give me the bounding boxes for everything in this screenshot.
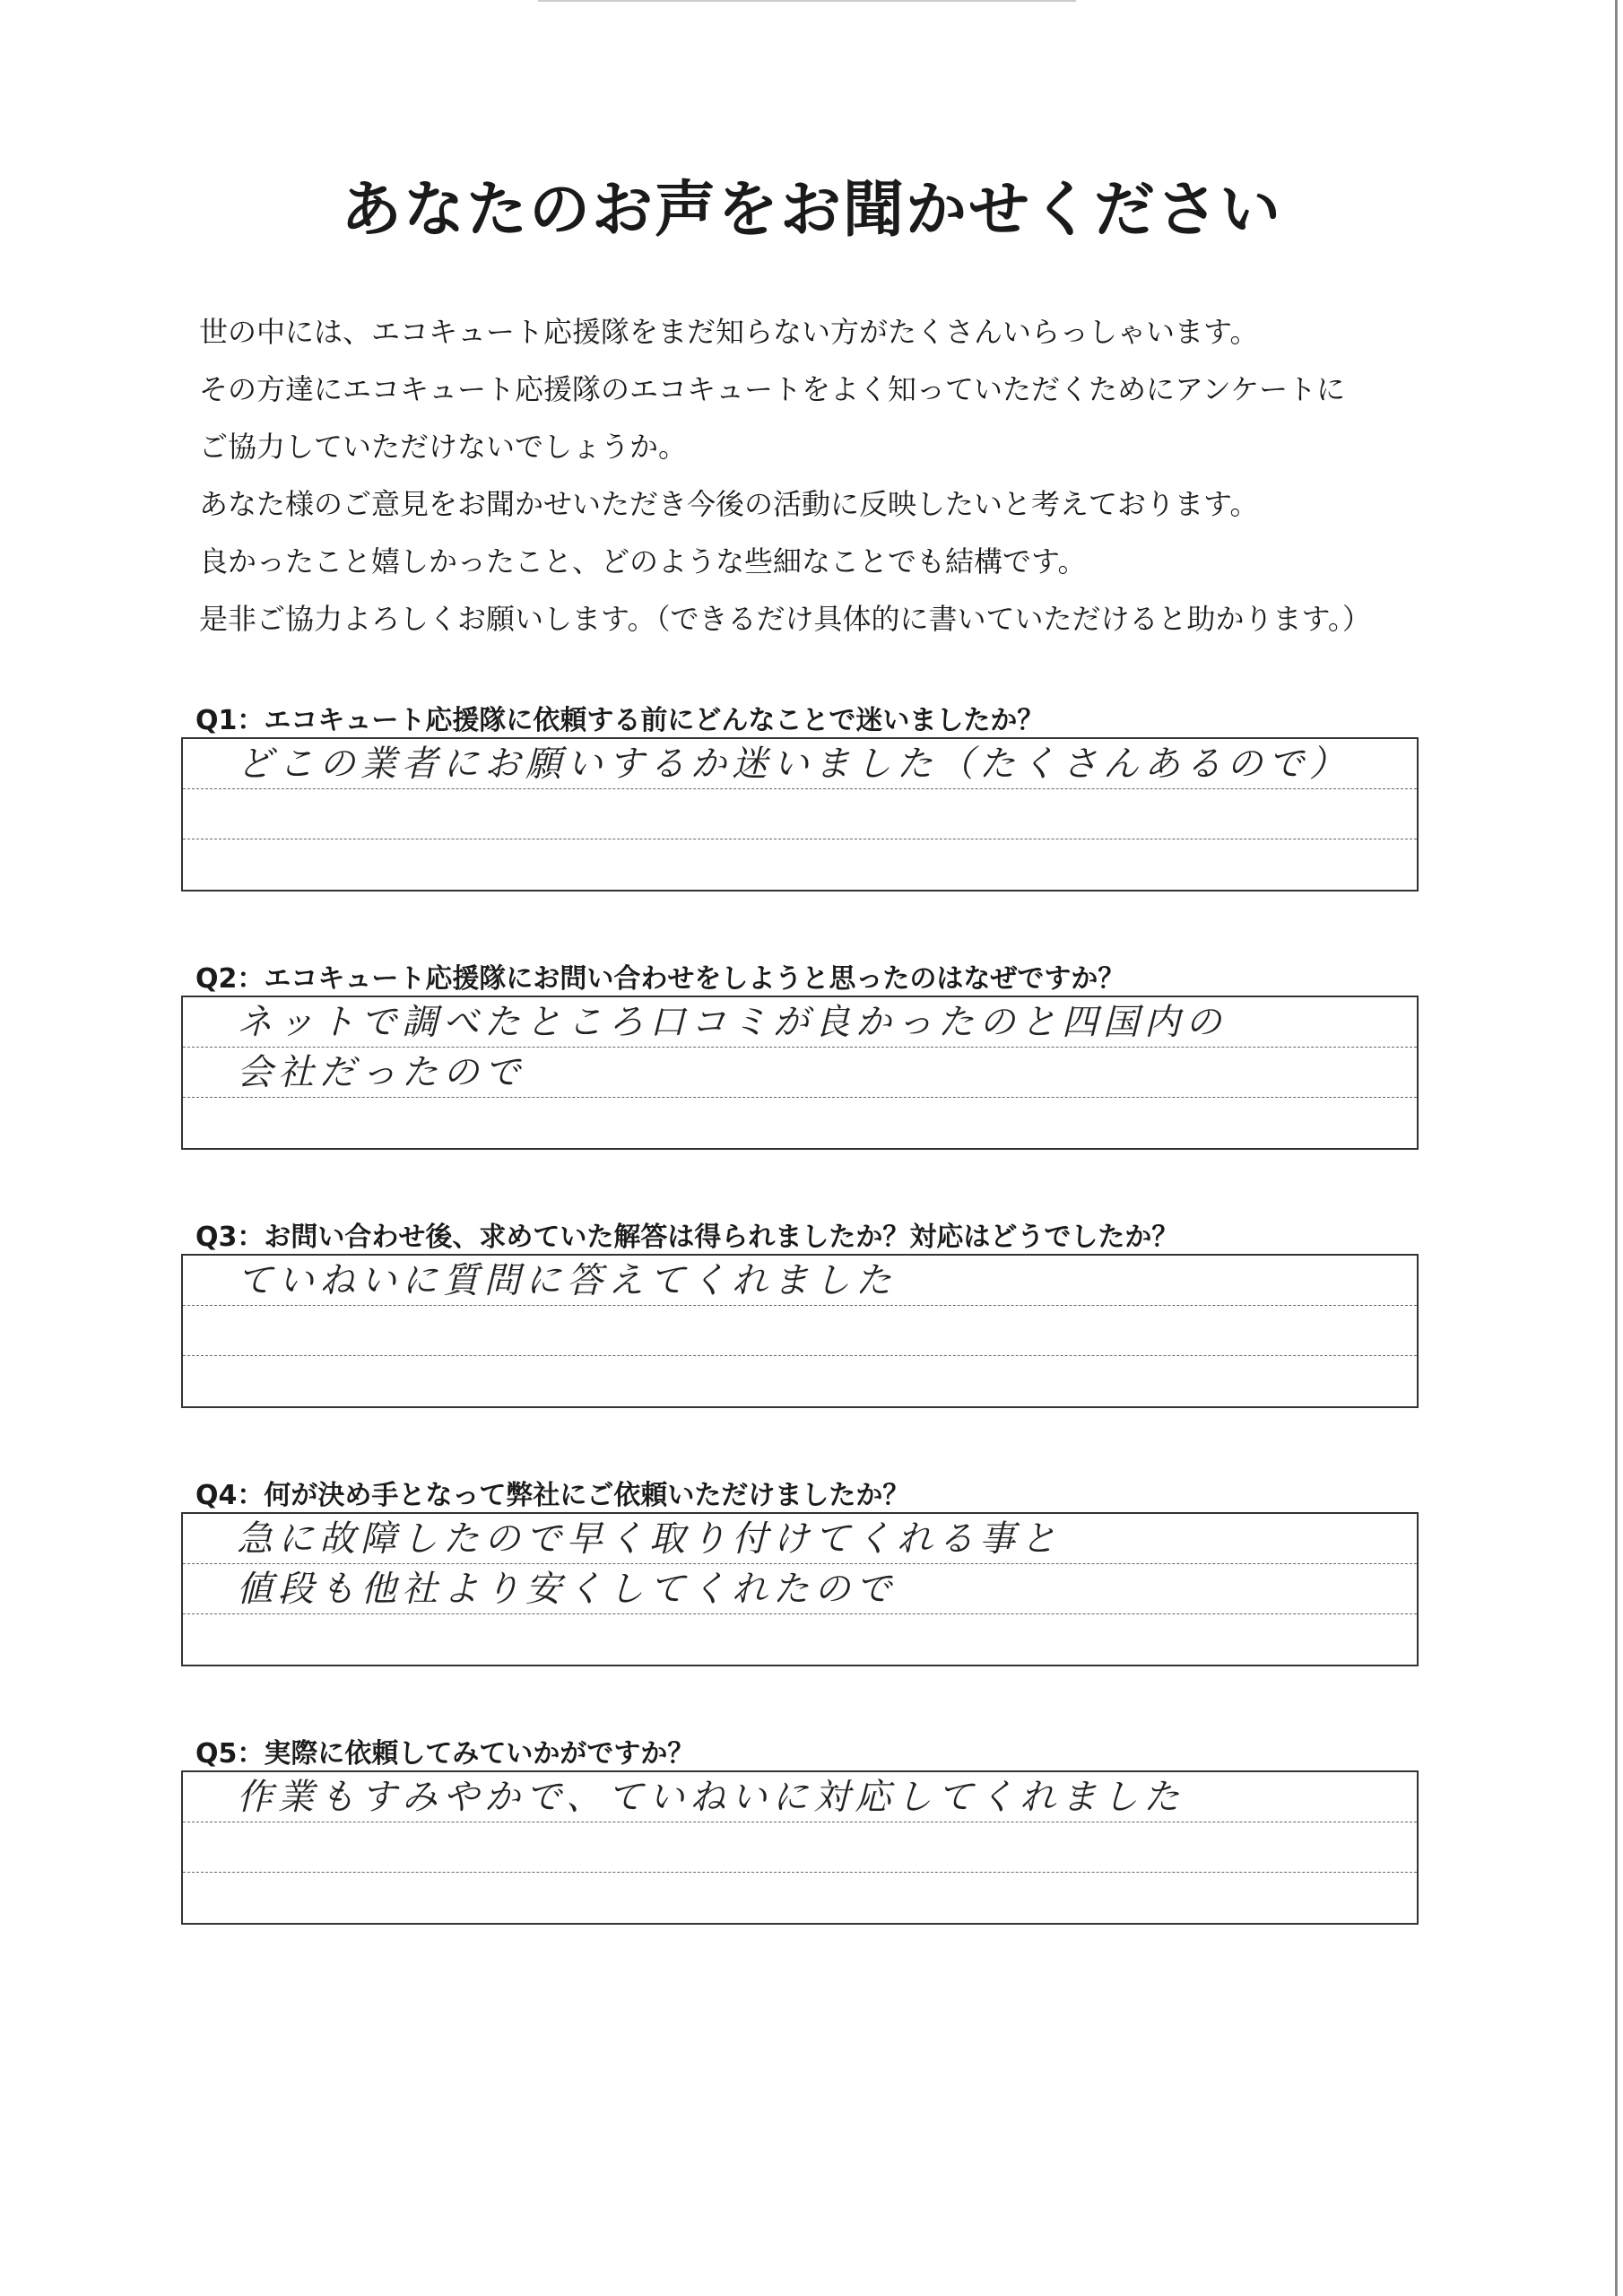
handwritten-answer: 急に故障したので早く取り付けてくれる事と xyxy=(237,1518,1062,1560)
intro-line: 良かったこと嬉しかったこと、どのような些細なことでも結構です。 xyxy=(199,544,1087,578)
answer-line xyxy=(183,1564,1417,1614)
intro-line: 是非ご協力よろしくお願いします。（できるだけ具体的に書いていただけると助かります。） xyxy=(199,602,1371,636)
intro-line: 世の中には、エコキュート応援隊をまだ知らない方がたくさんいらっしゃいます。 xyxy=(199,315,1259,349)
answer-line xyxy=(183,1098,1417,1148)
question-5-answer-box xyxy=(181,1770,1419,1925)
question-1-answer-box xyxy=(181,737,1419,891)
answer-line xyxy=(183,839,1417,890)
intro-line: あなた様のご意見をお聞かせいただき今後の活動に反映したいと考えております。 xyxy=(199,487,1259,521)
answer-line xyxy=(183,1614,1417,1665)
answer-line xyxy=(183,997,1417,1048)
answer-line xyxy=(183,1514,1417,1564)
answer-line xyxy=(183,1306,1417,1356)
question-4-answer-box xyxy=(181,1512,1419,1666)
answer-line xyxy=(183,789,1417,839)
answer-line xyxy=(183,1356,1417,1406)
answer-line xyxy=(183,1772,1417,1822)
question-5-label: Q5：実際に依頼してみていかがですか？ xyxy=(195,1738,695,1770)
question-2-answer-box xyxy=(181,996,1419,1150)
handwritten-answer: 値段も他社より安くしてくれたので xyxy=(237,1569,897,1610)
handwritten-answer: ネットで調べたところ口コミが良かったのと四国内の xyxy=(237,1002,1227,1043)
intro-text xyxy=(199,303,1454,648)
answer-line xyxy=(183,1048,1417,1098)
intro-line: その方達にエコキュート応援隊のエコキュートをよく知っていただくためにアンケートに xyxy=(199,372,1346,406)
question-1-label: Q1：エコキュート応援隊に依頼する前にどんなことで迷いましたか？ xyxy=(195,705,1045,736)
handwritten-answer: 作業もすみやかで、ていねいに対応してくれました xyxy=(237,1777,1185,1818)
answer-line xyxy=(183,1873,1417,1923)
page-title: あなたのお声をお聞かせください xyxy=(340,175,1282,246)
handwritten-answer: ていねいに質問に答えてくれました xyxy=(237,1260,897,1301)
answer-line xyxy=(183,739,1417,789)
handwritten-answer: どこの業者にお願いするか迷いました（たくさんあるので） xyxy=(237,744,1350,785)
intro-line: ご協力していただけないでしょうか。 xyxy=(199,430,688,464)
answer-line xyxy=(183,1256,1417,1306)
question-3-label: Q3：お問い合わせ後、求めていた解答は得られましたか？対応はどうでしたか？ xyxy=(195,1222,1179,1253)
question-2-label: Q2：エコキュート応援隊にお問い合わせをしようと思ったのはなぜですか？ xyxy=(195,963,1125,995)
scan-right-edge xyxy=(1615,0,1618,2296)
question-3-answer-box xyxy=(181,1254,1419,1408)
answer-line xyxy=(183,1822,1417,1873)
scan-edge-mark xyxy=(538,0,1076,2)
handwritten-answer: 会社だったので xyxy=(237,1052,525,1093)
question-4-label: Q4：何が決め手となって弊社にご依頼いただけましたか？ xyxy=(195,1480,910,1511)
